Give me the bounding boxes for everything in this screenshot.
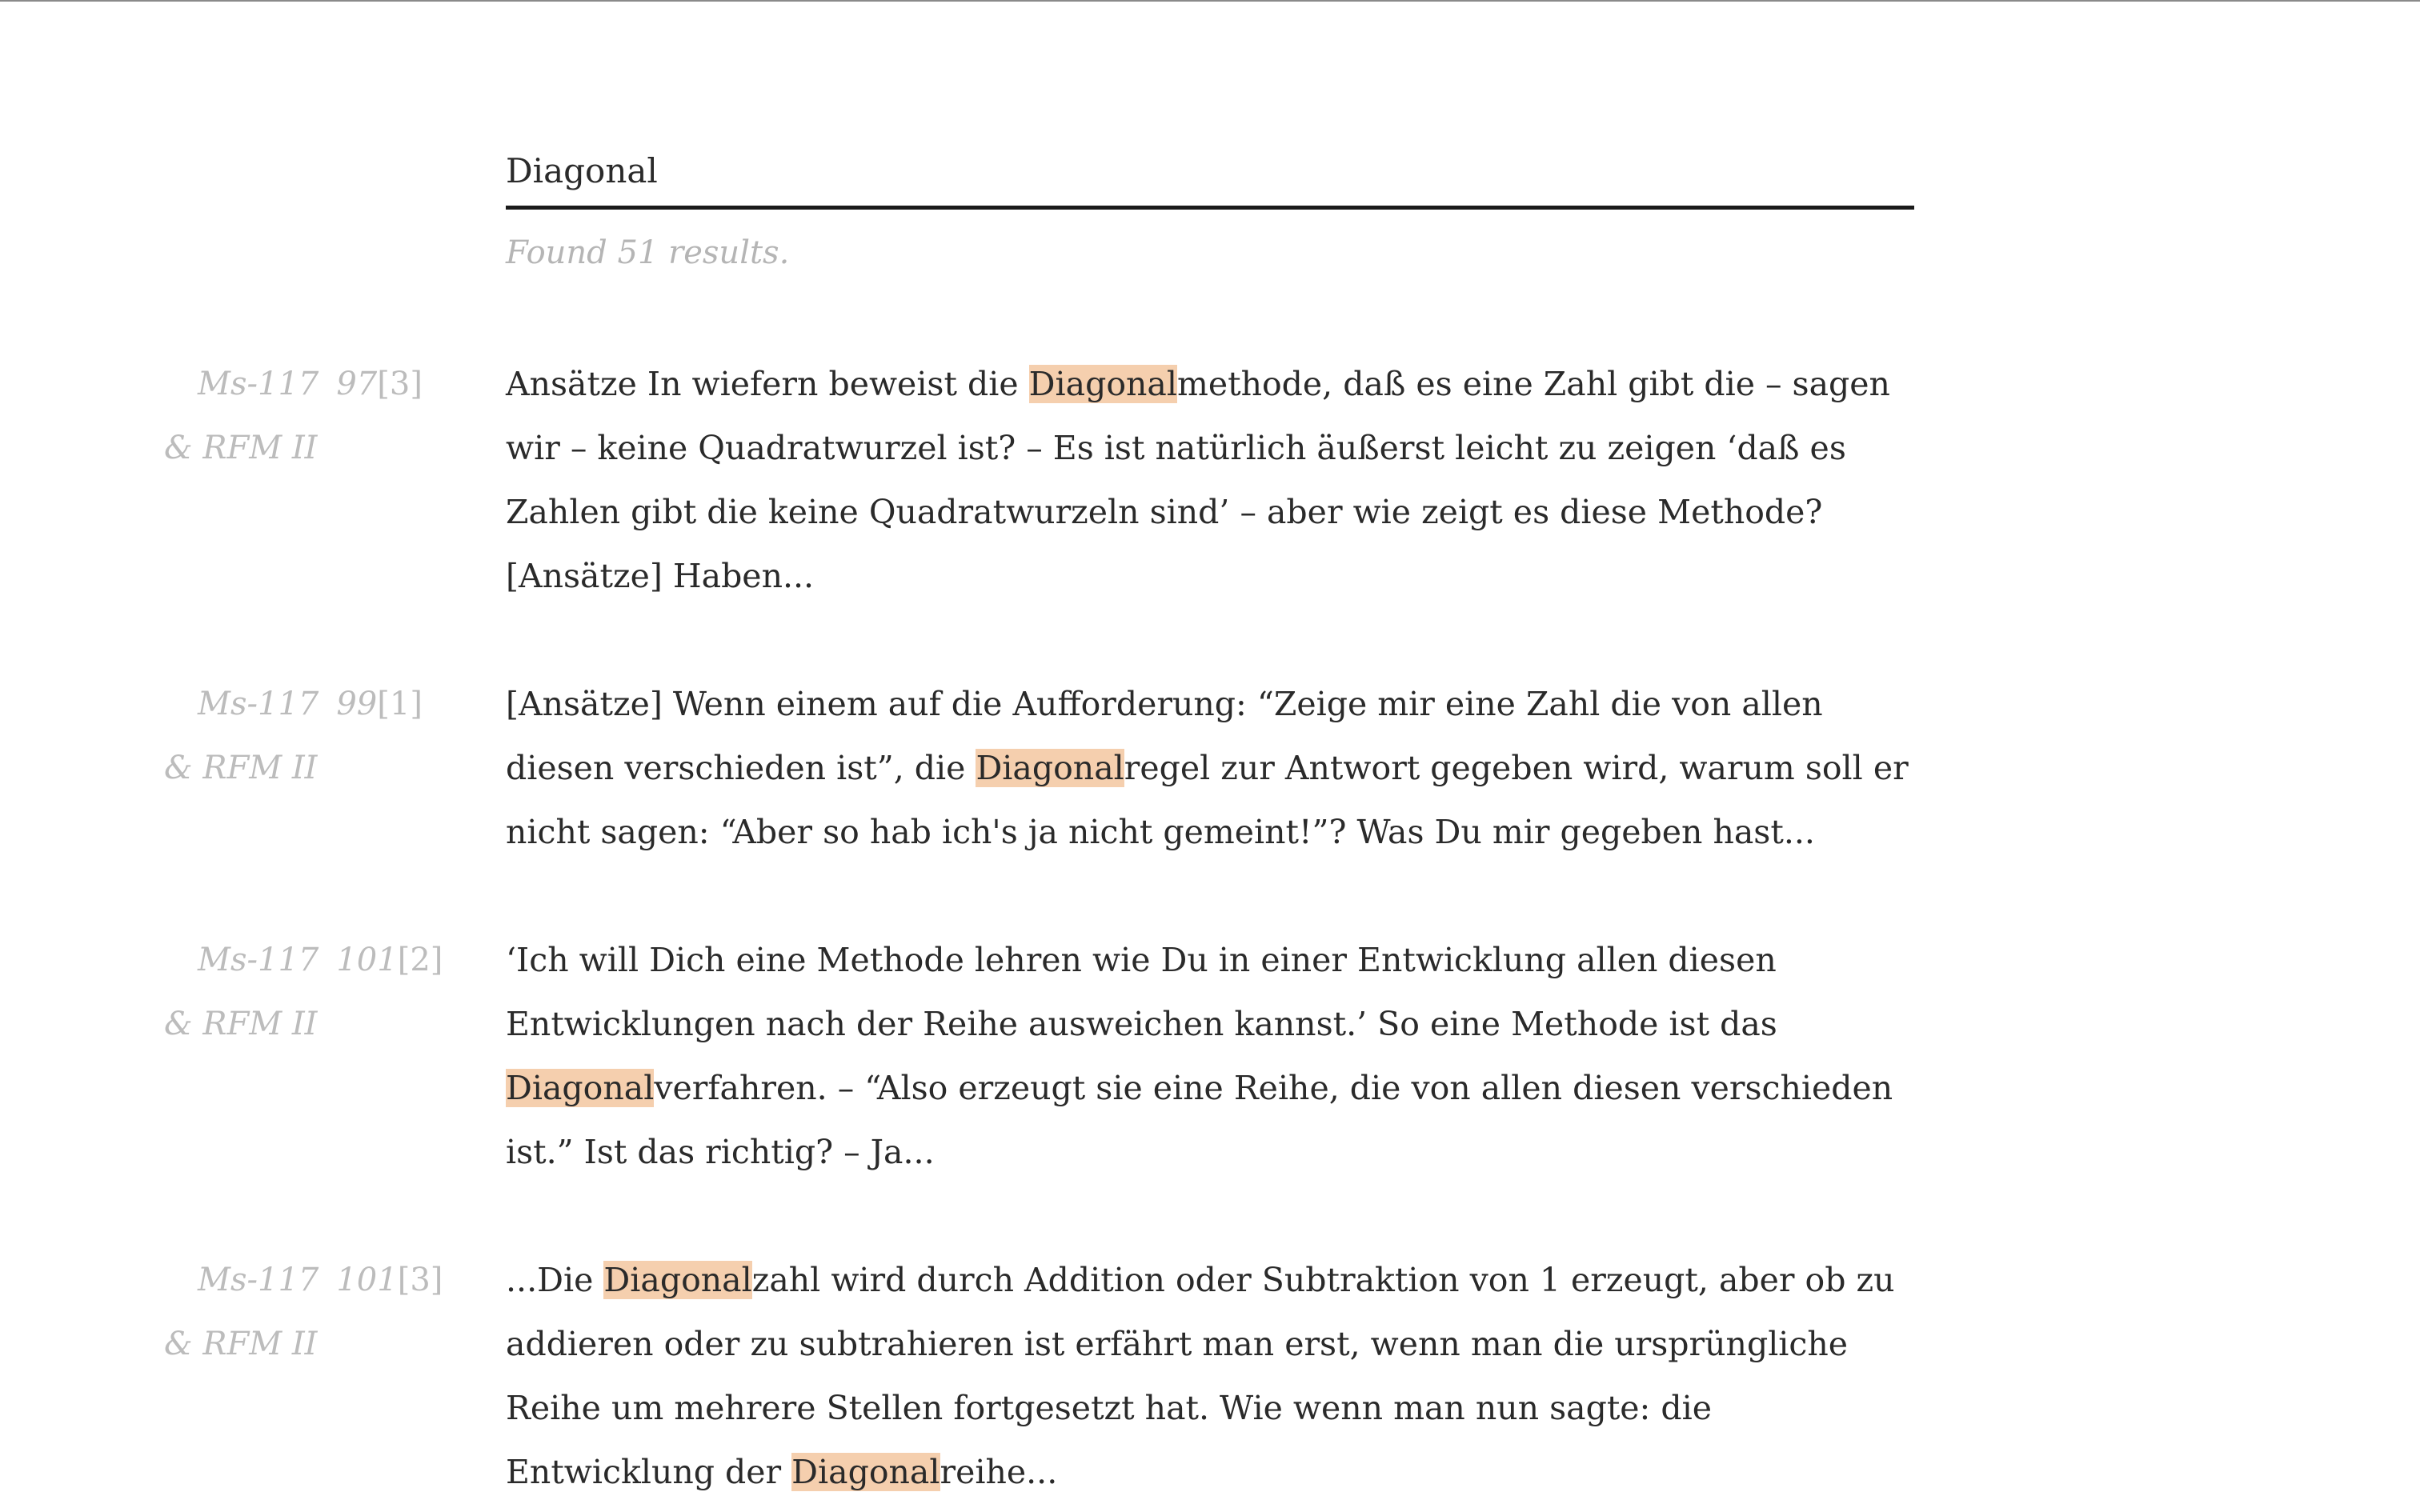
snippet-text: ...Die [506, 1261, 604, 1299]
reference-source [164, 672, 468, 736]
parallel-source: & RFM II [164, 750, 318, 786]
match-highlight: Diagonal [506, 1069, 655, 1107]
snippet-text: [Ansätze] Wenn einem auf die Aufforderung: “Zeige mir eine Zahl die von allen diesen verschieden ist”, die [506, 685, 1823, 787]
window-top-border [0, 0, 2420, 2]
results-list [0, 352, 2420, 1512]
reference-source [164, 1248, 468, 1312]
result-snippet[interactable] [506, 352, 1914, 608]
parallel-source: & RFM II [164, 1006, 318, 1042]
page-number: 97 [336, 366, 378, 402]
result-reference[interactable] [164, 1248, 468, 1376]
page-number: 101 [336, 942, 398, 978]
result-item [0, 928, 2420, 1184]
snippet-text: methode, daß es eine Zahl gibt die – sagen wir – keine Quadratwurzel ist? – Es ist natürlich äußerst leicht zu zeigen ‘daß es Zahlen gibt die keine Quadratwurzeln sind’ – aber wie zeigt es diese Methode? [Ansätze] Haben... [506, 365, 1890, 595]
parallel-source: & RFM II [164, 430, 318, 466]
paragraph-number: [3] [397, 1262, 443, 1298]
page-number: 99 [336, 686, 378, 722]
match-highlight: Diagonal [791, 1453, 940, 1491]
result-reference[interactable] [164, 352, 468, 480]
paragraph-number: [2] [397, 942, 443, 978]
match-highlight: Diagonal [976, 749, 1124, 787]
results-count: Found 51 results. [506, 234, 790, 271]
snippet-text: regel zur Antwort gegeben wird, warum soll er nicht sagen: “Aber so hab ich's ja nicht gemeint!”? Was Du mir gegeben hast... [506, 749, 1909, 851]
parallel-source: & RFM II [164, 1326, 318, 1362]
snippet-text: Ansätze In wiefern beweist die [506, 365, 1029, 403]
search-bar [506, 144, 1914, 210]
manuscript-id: Ms-117 [198, 942, 319, 978]
snippet-text: zahl wird durch Addition oder Subtraktion von 1 erzeugt, aber ob zu addieren oder zu subtrahieren ist erfährt man erst, wenn man die ursprüngliche Reihe um mehrere Stellen fortgesetzt hat. Wie wenn man nun sagte: die Entwicklung der [506, 1261, 1895, 1491]
manuscript-id: Ms-117 [198, 1262, 319, 1298]
search-input[interactable] [506, 144, 1914, 210]
result-reference[interactable] [164, 672, 468, 800]
snippet-text: reihe... [940, 1453, 1058, 1491]
paragraph-number: [1] [377, 686, 423, 722]
match-highlight: Diagonal [603, 1261, 752, 1299]
result-item [0, 672, 2420, 864]
snippet-text: ‘Ich will Dich eine Methode lehren wie Du in einer Entwicklung allen diesen Entwicklungen nach der Reihe ausweichen kannst.’ So eine Methode ist das [506, 941, 1777, 1043]
manuscript-id: Ms-117 [198, 686, 319, 722]
result-snippet[interactable] [506, 1248, 1914, 1504]
reference-source [164, 352, 468, 416]
result-reference[interactable] [164, 928, 468, 1056]
snippet-text: verfahren. – “Also erzeugt sie eine Reihe, die von allen diesen verschieden ist.” Ist das richtig? – Ja... [506, 1069, 1893, 1171]
manuscript-id: Ms-117 [198, 366, 319, 402]
match-highlight: Diagonal [1028, 365, 1177, 403]
paragraph-number: [3] [377, 366, 423, 402]
result-snippet[interactable] [506, 672, 1914, 864]
page-number: 101 [336, 1262, 398, 1298]
reference-source [164, 928, 468, 992]
result-snippet[interactable] [506, 928, 1914, 1184]
result-item [0, 352, 2420, 608]
result-item [0, 1248, 2420, 1504]
